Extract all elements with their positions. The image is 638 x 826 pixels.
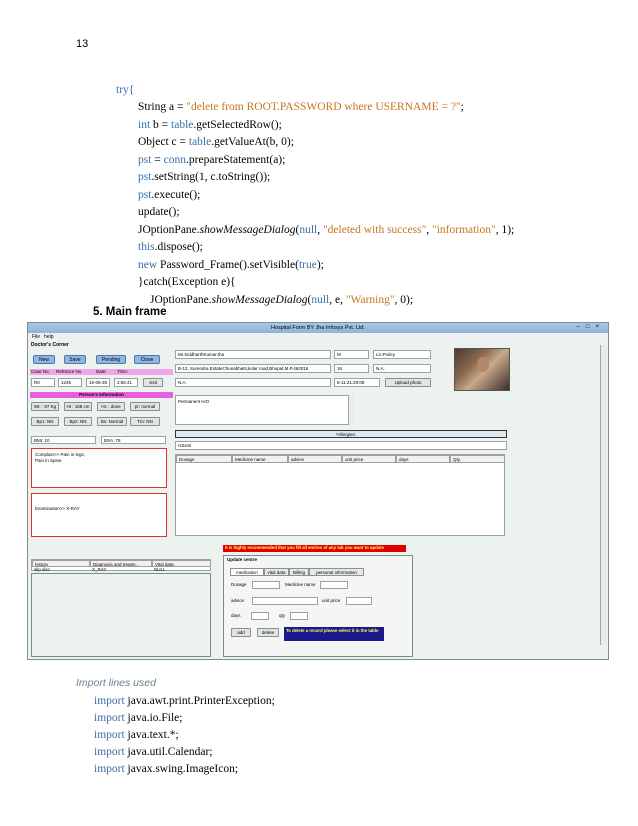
code-token: .prepareStatement(a);: [186, 154, 286, 166]
vital-weight: Wt: : 97 Kg: [31, 402, 59, 411]
code-line: [138, 134, 294, 152]
code-keyword: import: [94, 712, 125, 724]
code-method: showMessageDialog: [211, 294, 308, 306]
save-button[interactable]: Save: [64, 355, 86, 364]
imports-caption: Import lines used: [76, 677, 156, 689]
tab-vital-data[interactable]: vital data: [264, 568, 289, 576]
examination-box[interactable]: [31, 493, 167, 537]
update-centre-panel: [223, 555, 413, 657]
code-token: (: [295, 224, 300, 236]
code-line: [138, 117, 282, 135]
code-keyword: import: [94, 763, 125, 775]
code-keyword: new: [138, 259, 158, 271]
dosage-label: Dosage: [231, 582, 247, 587]
advice-label: advice: [231, 598, 245, 603]
tab-billing[interactable]: Billing: [289, 568, 309, 576]
complaint-box[interactable]: [31, 448, 167, 488]
medicine-name-input[interactable]: [320, 581, 348, 589]
time-label: Time:: [117, 369, 129, 374]
history-table: [31, 559, 211, 571]
code-keyword: true: [298, 259, 317, 271]
tab-medication[interactable]: medication: [230, 568, 264, 576]
table-header[interactable]: Qty.: [450, 455, 505, 463]
code-keyword: this: [138, 241, 155, 253]
date-label: Date:: [96, 369, 107, 374]
table-header[interactable]: Vital data: [152, 560, 211, 567]
code-keyword: import: [94, 695, 125, 707]
code-token: ;: [460, 101, 464, 113]
code-token: javax.swing.ImageIcon;: [124, 763, 239, 775]
code-token: .setString(1, c.toString());: [151, 171, 271, 183]
unit-price-label: unit price: [322, 598, 341, 603]
vital-hc: Hc : done: [97, 402, 125, 411]
code-keyword: table: [171, 119, 194, 131]
code-token: );: [316, 259, 324, 271]
code-line: [150, 292, 413, 310]
page-number: 13: [76, 38, 89, 50]
code-token: ,: [317, 224, 323, 236]
case-no-field[interactable]: R0: [31, 378, 55, 387]
code-line: [138, 152, 285, 170]
delete-note: To delete a record please select it in the table: [284, 627, 384, 641]
code-keyword: null: [299, 224, 318, 236]
warning-banner: It is highly recommended that you fill all entries of any tab you want to update: [223, 545, 406, 552]
tab-personal-information[interactable]: personal information: [309, 568, 364, 576]
code-keyword: pst: [138, 154, 152, 166]
table-header[interactable]: Diagnosis and treatm...: [90, 560, 152, 567]
code-token: b =: [150, 119, 172, 131]
vital-tm: Tm: NN: [130, 417, 160, 426]
code-keyword: conn: [163, 154, 187, 166]
vital-pr: pr: normal: [130, 402, 160, 411]
table-cell[interactable]: X_RAY: [92, 567, 107, 572]
update-centre-title: Update centre: [227, 557, 258, 562]
vital-bp1: Bp1: NN: [31, 417, 59, 426]
code-line: [138, 204, 180, 222]
title-bar: [28, 323, 608, 333]
complaint-line: Pain in Spine: [35, 458, 62, 463]
main-scrollbar[interactable]: [600, 345, 607, 645]
code-line: [138, 187, 200, 205]
add-button[interactable]: add: [231, 628, 251, 637]
maximize-icon[interactable]: □: [585, 324, 596, 330]
code-keyword: import: [94, 746, 125, 758]
pending-button[interactable]: Pending: [96, 355, 126, 364]
window-controls: [577, 324, 605, 330]
code-line: [138, 274, 236, 292]
address-field[interactable]: B-12, Surendra EstateChunabhatti,kolar road,Bhopal,M.P.462016: [175, 364, 331, 373]
history-table-area: [31, 573, 211, 657]
code-token: JOptionPane.: [138, 224, 200, 236]
code-keyword: import: [94, 729, 125, 741]
code-token: java.io.File;: [124, 712, 183, 724]
code-token: , 1);: [495, 224, 515, 236]
days-input[interactable]: [251, 612, 269, 620]
window-title: Hospital Form BY Jha Infosys Pvt. Ltd.: [270, 325, 366, 331]
patient-face-icon: [477, 357, 489, 372]
code-string: "information": [432, 224, 496, 236]
code-line: [138, 99, 464, 117]
code-keyword: int: [138, 119, 151, 131]
import-line: [94, 693, 275, 711]
dosage-input[interactable]: [252, 581, 280, 589]
code-string: "deleted with success": [322, 224, 427, 236]
lic-field[interactable]: Lic:Policy: [373, 350, 431, 359]
medication-table: [175, 454, 505, 536]
code-line: [116, 82, 134, 100]
patient-photo: [454, 348, 510, 391]
history-scrollbar[interactable]: [348, 395, 354, 425]
code-string: "Warning": [345, 294, 395, 306]
medicine-name-label: Medicine name: [285, 582, 316, 587]
code-keyword: pst: [138, 171, 152, 183]
code-token: }catch(Exception e){: [138, 276, 236, 288]
visit-button[interactable]: visit: [143, 378, 163, 387]
refrence-label: Refrence No.: [56, 369, 83, 374]
code-token: java.text.*;: [124, 729, 179, 741]
vital-bs: Bs: Normal: [97, 417, 127, 426]
na-field-2[interactable]: N.A.: [175, 378, 331, 387]
code-method: showMessageDialog: [199, 224, 296, 236]
days-label: days: [231, 613, 241, 618]
patient-name-field[interactable]: Mr.SiddharthKumarJha: [175, 350, 331, 359]
upload-photo-button[interactable]: Upload photo: [385, 378, 431, 387]
age-field[interactable]: 16: [334, 364, 369, 373]
code-token: , e,: [329, 294, 346, 306]
code-token: .dispose();: [154, 241, 203, 253]
history-text: Permanent H/O: [178, 399, 210, 404]
import-line: [94, 727, 179, 745]
allergies-field[interactable]: rs2xml: [175, 441, 507, 450]
code-keyword: null: [311, 294, 330, 306]
code-token: java.awt.print.PrinterException;: [124, 695, 275, 707]
menu-bar: [28, 333, 608, 341]
code-token: ,: [426, 224, 433, 236]
datetime-field[interactable]: 5-11:21:20:08: [334, 378, 380, 387]
code-token: .execute();: [151, 189, 201, 201]
code-token: java.util.Calendar;: [124, 746, 213, 758]
examination-text: Examination>> X-RAY: [35, 506, 80, 511]
import-line: [94, 744, 213, 762]
table-cell[interactable]: NULL: [154, 567, 166, 572]
unit-price-input[interactable]: [346, 597, 372, 605]
table-header[interactable]: days: [396, 455, 450, 463]
code-token: String a =: [138, 101, 187, 113]
minimize-icon[interactable]: –: [576, 324, 586, 330]
menu-help[interactable]: help: [44, 334, 54, 340]
code-line: [138, 257, 324, 275]
code-string: "delete from ROOT.PASSWORD where USERNAME = ?": [186, 101, 461, 113]
advice-input[interactable]: [252, 597, 318, 605]
new-button[interactable]: New: [33, 355, 55, 364]
bmi-field[interactable]: BMI: 10: [31, 436, 96, 444]
menu-file[interactable]: File: [32, 334, 41, 340]
doctors-corner-title: Doctor's Corner: [31, 342, 69, 348]
code-token: , 0);: [394, 294, 414, 306]
close-icon[interactable]: ×: [595, 324, 605, 330]
na-field-1[interactable]: N.A.: [373, 364, 431, 373]
code-line: [138, 239, 203, 257]
table-header[interactable]: Medicine name: [232, 455, 288, 463]
code-token: JOptionPane.: [150, 294, 212, 306]
code-token: Object c =: [138, 136, 189, 148]
persons-info-header: Person's Information: [30, 392, 173, 398]
date-field[interactable]: 16-05-28: [86, 378, 110, 387]
vital-height: Ht : 168 cm: [64, 402, 92, 411]
code-token: update();: [138, 206, 180, 218]
table-header[interactable]: history: [32, 560, 90, 567]
code-keyword: pst: [138, 189, 152, 201]
table-header[interactable]: unit price: [342, 455, 396, 463]
refrence-field[interactable]: 1245: [58, 378, 82, 387]
delete-button[interactable]: delete: [257, 628, 279, 637]
code-token: (: [307, 294, 312, 306]
code-token: .getValueAt(b, 0);: [211, 136, 294, 148]
complaint-line: Complain>> Pain in legs,: [35, 452, 86, 457]
qty-label: qty: [279, 613, 286, 618]
gender-field[interactable]: M: [334, 350, 369, 359]
allergies-label: *Allergies:: [175, 430, 507, 438]
history-textarea[interactable]: [175, 395, 351, 425]
vital-bp2: Bp2: NN: [64, 417, 92, 426]
code-line: [138, 222, 514, 240]
import-line: [94, 761, 238, 779]
table-header[interactable]: Dosage: [176, 455, 232, 463]
code-token: =: [151, 154, 164, 166]
code-token: try{: [116, 84, 135, 96]
code-token: Password_Frame().setVisible(: [157, 259, 299, 271]
code-keyword: table: [188, 136, 212, 148]
code-line: [138, 169, 270, 187]
code-token: .getSelectedRow();: [193, 119, 282, 131]
close-button[interactable]: Close: [134, 355, 160, 364]
case-no-label: Case No:: [31, 369, 50, 374]
bsa-field[interactable]: BSA: 78: [101, 436, 166, 444]
import-line: [94, 710, 182, 728]
qty-input[interactable]: [290, 612, 308, 620]
section-heading: 5. Main frame: [93, 306, 167, 318]
table-header[interactable]: advice: [288, 455, 342, 463]
hospital-app-window: [27, 322, 609, 660]
table-cell[interactable]: slip disc: [34, 567, 51, 572]
time-field[interactable]: 2:55:41: [114, 378, 138, 387]
